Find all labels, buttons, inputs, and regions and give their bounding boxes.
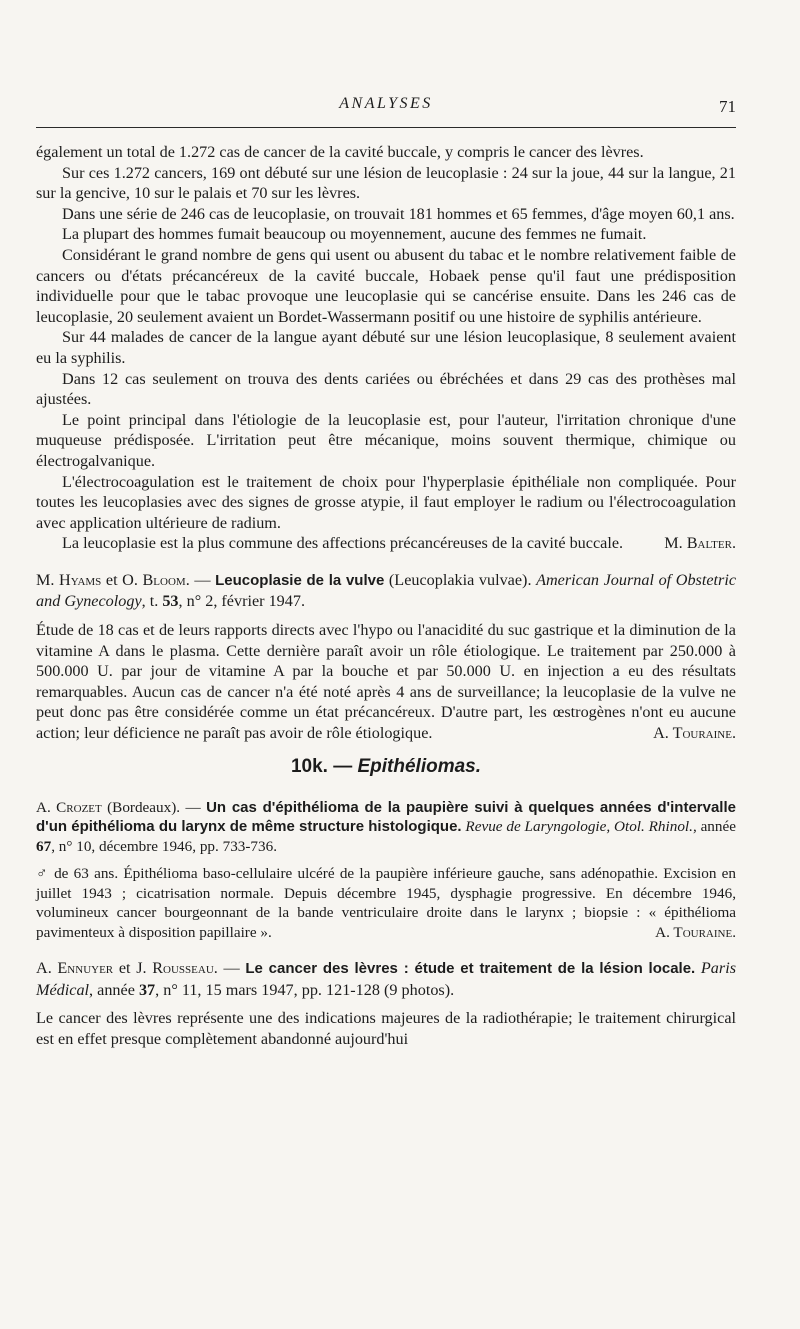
author: M. Hyams [36,570,102,589]
author-place: (Bordeaux). — [101,798,207,816]
reference-citation [36,798,736,857]
paragraph: Dans une série de 246 cas de leucoplasie, on trouvait 181 hommes et 65 femmes, d'âge moyen 60,1 ans. [62,204,735,223]
paragraph: Considérant le grand nombre de gens qui usent ou abusent du tabac et le nombre relativement faible de cancers ou d'états précancéreux de la cavité buccale, Hobaek pense qu'il faut une prédisposition individuelle pour que le tabac provoque une leucoplasie qui se cancérise ensuite. Dans les 246 cas de leucoplasie, 20 seulement avaient un Bordet-Wassermann positif ou une histoire de syphilis antérieure. [36,245,736,326]
paragraph-text: La leucoplasie est la plus commune des affections précancéreuses de la cavité buccale. [62,534,624,553]
issue-info: , n° 2, février 1947. [178,592,306,611]
review-entry-ennuyer [36,958,736,1049]
header-rule [36,127,736,128]
section-number: 10k. [290,755,328,777]
article-title: Le cancer des lèvres : étude et traitement de la lésion locale. [245,960,696,978]
author: J. Rousseau [136,959,214,978]
paragraph: Sur 44 malades de cancer de la langue ayant débuté sur une lésion leucoplasique, 8 seulement avaient eu la syphilis. [36,328,736,367]
journal-name: Revue de Laryngologie, Otol. Rhinol. [461,818,693,836]
paragraph: La plupart des hommes fumait beaucoup ou moyennement, aucune des femmes ne fumait. [62,225,647,244]
separator: — [327,755,358,777]
review-body [36,620,736,744]
running-header [36,95,736,119]
author: O. Bloom [122,570,186,589]
review-text: Étude de 18 cas et de leurs rapports directs avec l'hypo ou l'anacidité du suc gastrique et la diminution de la vitamine A dans le plasma. Cette dernière paraît avoir un rôle étiologique. Le traitement par 250.000 à 500.000 U. par jour de vitamine A par la bouche et par 50.000 U. en injection a eu des résultats remarquables. Aucun cas de cancer n'a été noté après 4 ans de surveillance; la leucoplasie de la vulve ne peut donc pas être considérée comme un état précancéreux. D'autre part, les œstrogènes n'ont eu aucune action; leur déficience ne paraît pas avoir de rôle étiologique. [36,621,736,743]
review-text: ♂ de 63 ans. Épithélioma baso-cellulaire ulcéré de la paupière inférieure gauche, sans adénopathie. Excision en juillet 1943 ; cicatrisation normale. Depuis décembre 1945, dysphagie progressive. En décembre 1946, volumineux cancer bourgeonnant de la bande ventriculaire droite dans le larynx ; biopsie : « épithélioma pavimenteux à disposition papillaire ». [36,865,736,941]
author: A. Ennuyer [36,959,114,978]
review-continuation [36,142,736,554]
reviewer-signature: A. Touraine. [655,923,736,941]
paragraph: Le point principal dans l'étiologie de la leucoplasie est, pour l'auteur, l'irritation chronique d'une muqueuse prédisposée. L'irritation peut être mécanique, moins souvent thermique, chimique ou électrogalvanique. [36,410,736,470]
journal-name: Paris Médical [36,959,736,999]
section-title: Epithéliomas. [357,755,482,777]
volume: 37 [138,980,156,999]
issue-info: , n° 11, 15 mars 1947, pp. 121-128 (9 photos). [155,980,455,999]
volume: 53 [162,592,179,611]
separator: et [101,570,123,589]
review-body [36,864,736,942]
page-number: 71 [719,97,736,116]
author: A. Crozet [36,798,102,816]
section-heading [36,756,736,778]
original-title: (Leucoplakia vulvae). [384,570,537,589]
reviewer-signature: M. Balter. [664,534,736,553]
issue-info: , n° 10, décembre 1946, pp. 733-736. [51,837,278,855]
running-title: ANALYSES [339,95,433,112]
paragraph: également un total de 1.272 cas de cancer de la cavité buccale, y compris le cancer des lèvres. [36,143,644,161]
review-body: Le cancer des lèvres représente une des indications majeures de la radiothérapie; le traitement chirurgical est en effet presque complètement abandonné aujourd'hui [36,1009,736,1048]
separator: , année [89,980,139,999]
separator: , année [692,818,736,836]
separator: , t. [141,592,163,611]
reference-citation [36,570,736,612]
journal-name: American Journal of Obstetric and Gynecology [36,570,736,611]
page-body [36,142,736,1050]
paragraph: Sur ces 1.272 cancers, 169 ont débuté sur une lésion de leucoplasie : 24 sur la joue, 44 sur la langue, 21 sur la gencive, 10 sur le palais et 70 sur les lèvres. [36,163,736,203]
review-entry-vulve [36,570,736,744]
separator: et [113,959,137,978]
paragraph: Dans 12 cas seulement on trouva des dents cariées ou ébréchées et dans 29 cas des prothèses mal ajustées. [36,369,736,409]
volume: 67 [36,837,52,855]
article-title: Leucoplasie de la vulve [215,571,385,589]
paragraph: L'électrocoagulation est le traitement de choix pour l'hyperplasie épithéliale non compliquée. Pour toutes les leucoplasies avec des signes de grosse atypie, il faut employer le radium ou l'électrocoagulation avec application ultérieure de radium. [36,472,736,532]
reviewer-signature: A. Touraine. [653,724,736,743]
reference-citation [36,958,736,1000]
separator: . — [185,570,216,589]
separator: . — [213,959,246,978]
article-title: Un cas d'épithélioma de la paupière suivi à quelques années d'intervalle d'un épithélioma du larynx de même structure histologique. [36,798,736,836]
paragraph-with-signature [36,533,736,554]
review-entry-crozet [36,798,736,943]
